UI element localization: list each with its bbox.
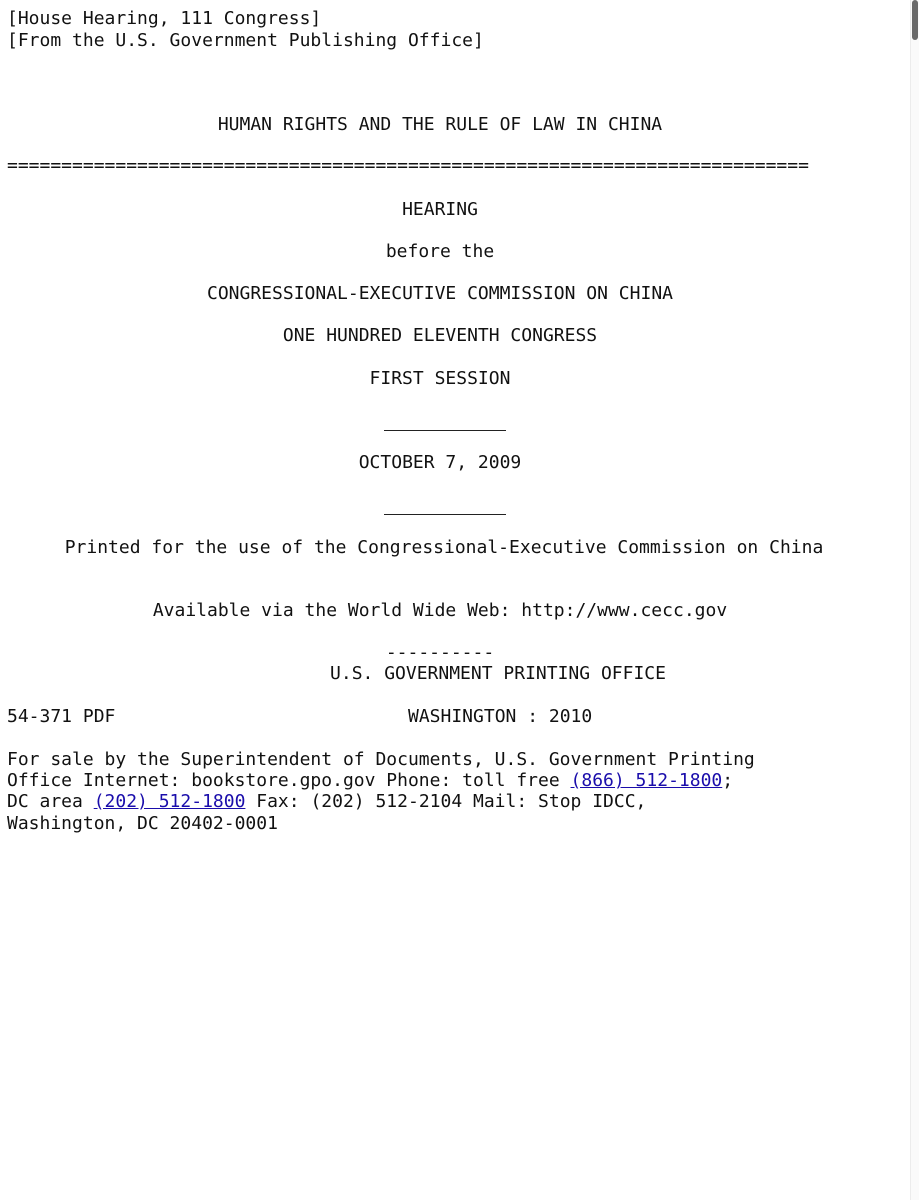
phone-link-toll-free[interactable]: (866) 512-1800 (570, 770, 723, 791)
hearing-date: OCTOBER 7, 2009 (358, 452, 522, 473)
place-and-year: WASHINGTON : 2010 (408, 706, 593, 727)
sale-line-2-end: ; (722, 770, 734, 791)
available-via-text: Available via the World Wide Web: http://www.cecc.gov (152, 600, 728, 621)
sale-line-1: For sale by the Superintendent of Documents, U.S. Government Printing (7, 749, 755, 770)
hearing-label: HEARING (402, 199, 478, 220)
scrollbar-thumb[interactable] (912, 0, 918, 40)
before-the-text: before the (385, 241, 495, 262)
sale-line-4: Washington, DC 20402-0001 (7, 813, 278, 834)
document-title: HUMAN RIGHTS AND THE RULE OF LAW IN CHINA (217, 114, 663, 135)
sale-line-3 (7, 791, 646, 813)
printed-for-text: Printed for the use of the Congressional-Executive Commission on China (64, 537, 824, 558)
vertical-scrollbar[interactable] (910, 0, 919, 1200)
header-line-2: [From the U.S. Government Publishing Office] (7, 30, 484, 51)
congress-name: ONE HUNDRED ELEVENTH CONGRESS (282, 325, 598, 346)
printer-name: U.S. GOVERNMENT PRINTING OFFICE (330, 663, 666, 684)
sale-line-3-end: Fax: (202) 512-2104 Mail: Stop IDCC, (245, 791, 647, 812)
document-number: 54-371 PDF (7, 706, 116, 727)
sale-line-2-text: Office Internet: bookstore.gpo.gov Phone: toll free (7, 770, 571, 791)
commission-name: CONGRESSIONAL-EXECUTIVE COMMISSION ON CHINA (207, 283, 673, 304)
header-line-1: [House Hearing, 111 Congress] (7, 8, 322, 29)
dash-divider: ---------- (385, 642, 495, 663)
session-label: FIRST SESSION (369, 368, 511, 389)
phone-link-dc-area[interactable]: (202) 512-1800 (93, 791, 246, 812)
sale-line-2 (7, 770, 733, 792)
divider-rule (384, 514, 506, 515)
divider-rule (384, 430, 506, 431)
separator-line: ========================================================================== (7, 155, 809, 176)
sale-line-3-text: DC area (7, 791, 94, 812)
